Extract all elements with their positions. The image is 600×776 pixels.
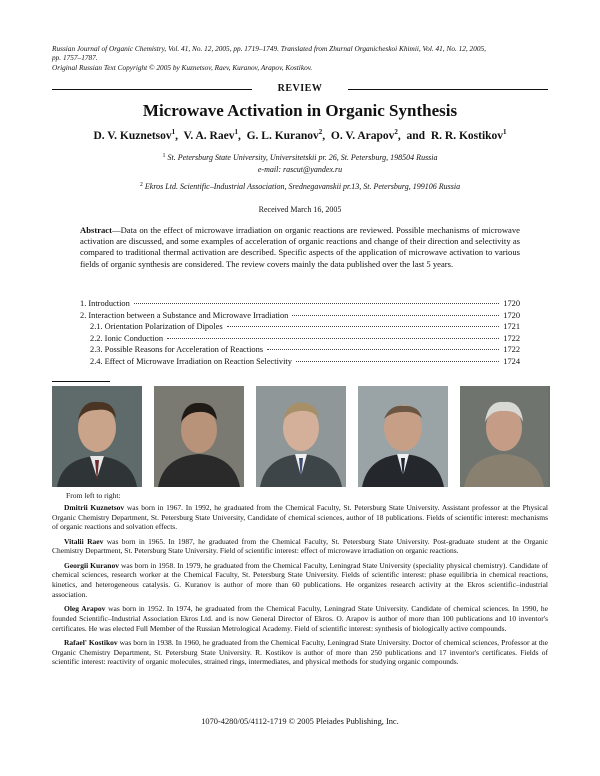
author-affiliation-marker: 1 xyxy=(503,128,507,136)
author-bio-name: Oleg Arapov xyxy=(64,604,106,614)
author-separator: , and xyxy=(397,130,431,142)
author-name: R. R. Kostikov xyxy=(430,130,504,142)
author-list xyxy=(52,130,548,142)
author-photo-kostikov xyxy=(460,386,550,487)
toc-entry-label: 2.3. Possible Reasons for Acceleration of Reactions xyxy=(90,345,264,355)
toc-entry[interactable] xyxy=(80,345,520,357)
author-separator: , xyxy=(175,130,184,142)
author-bio xyxy=(52,503,548,532)
author-bio-text: was born in 1952. In 1974, he graduated from the Chemical Faculty, Leningrad State University. Candidate of chemical sciences. In 1990, he founded Scientific–Industrial Association Ekros Ltd. and is now General Director of Ekros. O. Arapov is author of more than 100 publications and 10 inventor's certificates. He was elected Full Member of the Russian Metrological Academy. Field of scientific interest: synthesis of biologically active compounds. xyxy=(52,604,549,633)
affiliation-2-marker: 2 xyxy=(139,182,143,188)
article-title: Microwave Activation in Organic Synthesis xyxy=(142,101,458,120)
toc-entry-label: 2.2. Ionic Conduction xyxy=(90,333,164,343)
author-affiliation-marker: 2 xyxy=(318,128,323,136)
author-name: O. V. Arapov xyxy=(330,130,395,142)
journal-pages-line: pp. 1757–1787. xyxy=(52,53,98,63)
toc-entry-label: 2.4. Effect of Microwave Irradiation on Reaction Selectivity xyxy=(90,356,292,366)
section-label: REVIEW xyxy=(277,83,323,94)
footer-copyright: 1070-4280/05/4112-1719 © 2005 Pleiades Publishing, Inc. xyxy=(201,717,399,726)
affiliation-1-address: St. Petersburg State University, Universitetskii pr. 26, St. Petersburg, 198504 Russia xyxy=(167,153,438,162)
author-name: V. A. Raev xyxy=(183,130,235,142)
toc-leader-dots xyxy=(267,349,499,350)
toc-entry-page: 1720 xyxy=(503,310,520,320)
toc-entry[interactable] xyxy=(80,311,520,323)
author-bio-name: Georgii Kuranov xyxy=(64,560,119,570)
photos-caption: From left to right: xyxy=(66,491,121,500)
toc-entry[interactable] xyxy=(80,357,520,369)
rule-left xyxy=(52,89,252,90)
copyright-line: Original Russian Text Copyright © 2005 by Kuznetsov, Raev, Kuranov, Arapov, Kostikov. xyxy=(52,62,313,72)
author-bio-text: was born in 1965. In 1987, he graduated from the Chemical Faculty, St. Petersburg State University. Post-graduate student at the Organic Chemistry Department, St. Petersburg State University. Field of scientific interest: effect of microwave irradiation on organic reactions. xyxy=(52,536,549,556)
author-photo-kuznetsov xyxy=(52,386,142,487)
affiliation-2-address: Ekros Ltd. Scientific–Industrial Association, Srednegavanskii pr.13, St. Petersburg, 199106 Russia xyxy=(144,182,461,191)
rule-right xyxy=(348,89,548,90)
author-bio-name: Dmitrii Kuznetsov xyxy=(64,503,125,512)
toc-entry-page: 1720 xyxy=(503,299,520,308)
author-bio-name: Vitalii Raev xyxy=(64,536,104,546)
author-bio-text: was born in 1938. In 1960, he graduated from the Chemical Faculty, Leningrad State University. Doctor of chemical sciences, Professor at the Organic Chemistry Department, St. Petersburg State University. R. Kostikov is author of more than 250 publications and 17 inventor's certificates. Fields of scientific interest: reactivity of organic molecules, strained rings, intermediates, and physical methods for studying organic compounds. xyxy=(52,637,548,667)
author-bio xyxy=(52,604,548,633)
toc-leader-dots xyxy=(227,326,500,327)
section-label-row xyxy=(52,83,548,97)
abstract-label: Abstract xyxy=(80,225,112,235)
author-bio-text: was born in 1958. In 1979, he graduated from the Chemical Faculty, Leningrad State University (speciality physical chemistry). Candidate of chemical sciences, research worker at the Chemical Faculty, St. Petersburg State University. Fields of scientific interest: phase equilibria in chemical reactions, kinetics, and heterogeneous catalysis. G. Kuranov is author of more than 60 publications. He organizes research activity at the Ekros scientific–industrial association. xyxy=(52,560,548,599)
affiliation-2 xyxy=(52,182,548,194)
journal-citation-line: Russian Journal of Organic Chemistry, Vol. 41, No. 12, 2005, pp. 1719–1749. Translated from Zhurnal Organicheskoi Khimii, Vol. 41, No. 12, 2005, xyxy=(52,44,486,53)
affiliation-1 xyxy=(52,153,548,175)
author-photo-kuranov xyxy=(256,386,346,487)
author-photo-arapov xyxy=(358,386,448,487)
author-name: D. V. Kuznetsov xyxy=(93,130,172,142)
toc-leader-dots xyxy=(296,361,499,362)
toc-entry[interactable] xyxy=(80,334,520,346)
toc-entry-page: 1722 xyxy=(503,333,520,343)
author-bio-text: was born in 1967. In 1992, he graduated from the Chemical Faculty, St. Petersburg State University. Assistant professor at the Physical Organic Chemistry Department, St. Petersburg State University, Candidate of chemical sciences, author of 18 publications. Fields of scientific interest: mechanisms of organic reactions and solvation effects. xyxy=(52,503,548,532)
toc-entry-page: 1724 xyxy=(503,356,520,366)
author-affiliation-marker: 1 xyxy=(234,128,238,136)
toc-entry-page: 1722 xyxy=(503,345,520,355)
toc-entry[interactable] xyxy=(80,322,520,334)
author-affiliation-marker: 1 xyxy=(171,128,176,136)
toc-entry-label: 2.1. Orientation Polarization of Dipoles xyxy=(90,322,223,332)
author-bio xyxy=(52,638,548,667)
author-separator: , xyxy=(322,130,331,142)
affiliation-1-email: e-mail: rascut@yandex.ru xyxy=(257,164,343,174)
abstract-text: —Data on the effect of microwave irradiation on organic reactions are reviewed. Possible mechanisms of microwave activation are discussed, and some examples of acceleration of organic reactions and change of their direction and selectivity as compared to traditional thermal activation are described. Specific aspects of the application of microwave activation to various fields of organic synthesis are considered. The review covers mainly the data published over the last 5 years. xyxy=(80,225,520,269)
toc-entry-label: 1. Introduction xyxy=(80,299,130,308)
toc-entry[interactable] xyxy=(80,299,520,311)
toc-entry-label: 2. Interaction between a Substance and Microwave Irradiation xyxy=(80,310,289,320)
table-of-contents xyxy=(80,299,520,369)
author-separator: , xyxy=(237,130,247,142)
author-bio xyxy=(52,561,548,600)
author-name: G. L. Kuranov xyxy=(246,130,319,142)
section-divider xyxy=(52,381,110,382)
author-biographies xyxy=(52,503,548,672)
author-bio xyxy=(52,537,548,556)
toc-leader-dots xyxy=(167,338,499,339)
author-photo-raev xyxy=(154,386,244,487)
received-date: Received March 16, 2005 xyxy=(258,205,342,214)
toc-leader-dots xyxy=(134,303,499,304)
affiliation-1-marker: 1 xyxy=(162,153,166,159)
toc-leader-dots xyxy=(292,315,499,316)
journal-header xyxy=(52,44,552,72)
abstract xyxy=(80,225,520,270)
author-bio-name: Rafael' Kostikov xyxy=(64,637,118,647)
toc-entry-page: 1721 xyxy=(503,322,520,332)
author-affiliation-marker: 2 xyxy=(394,128,398,136)
author-photos xyxy=(52,386,548,488)
